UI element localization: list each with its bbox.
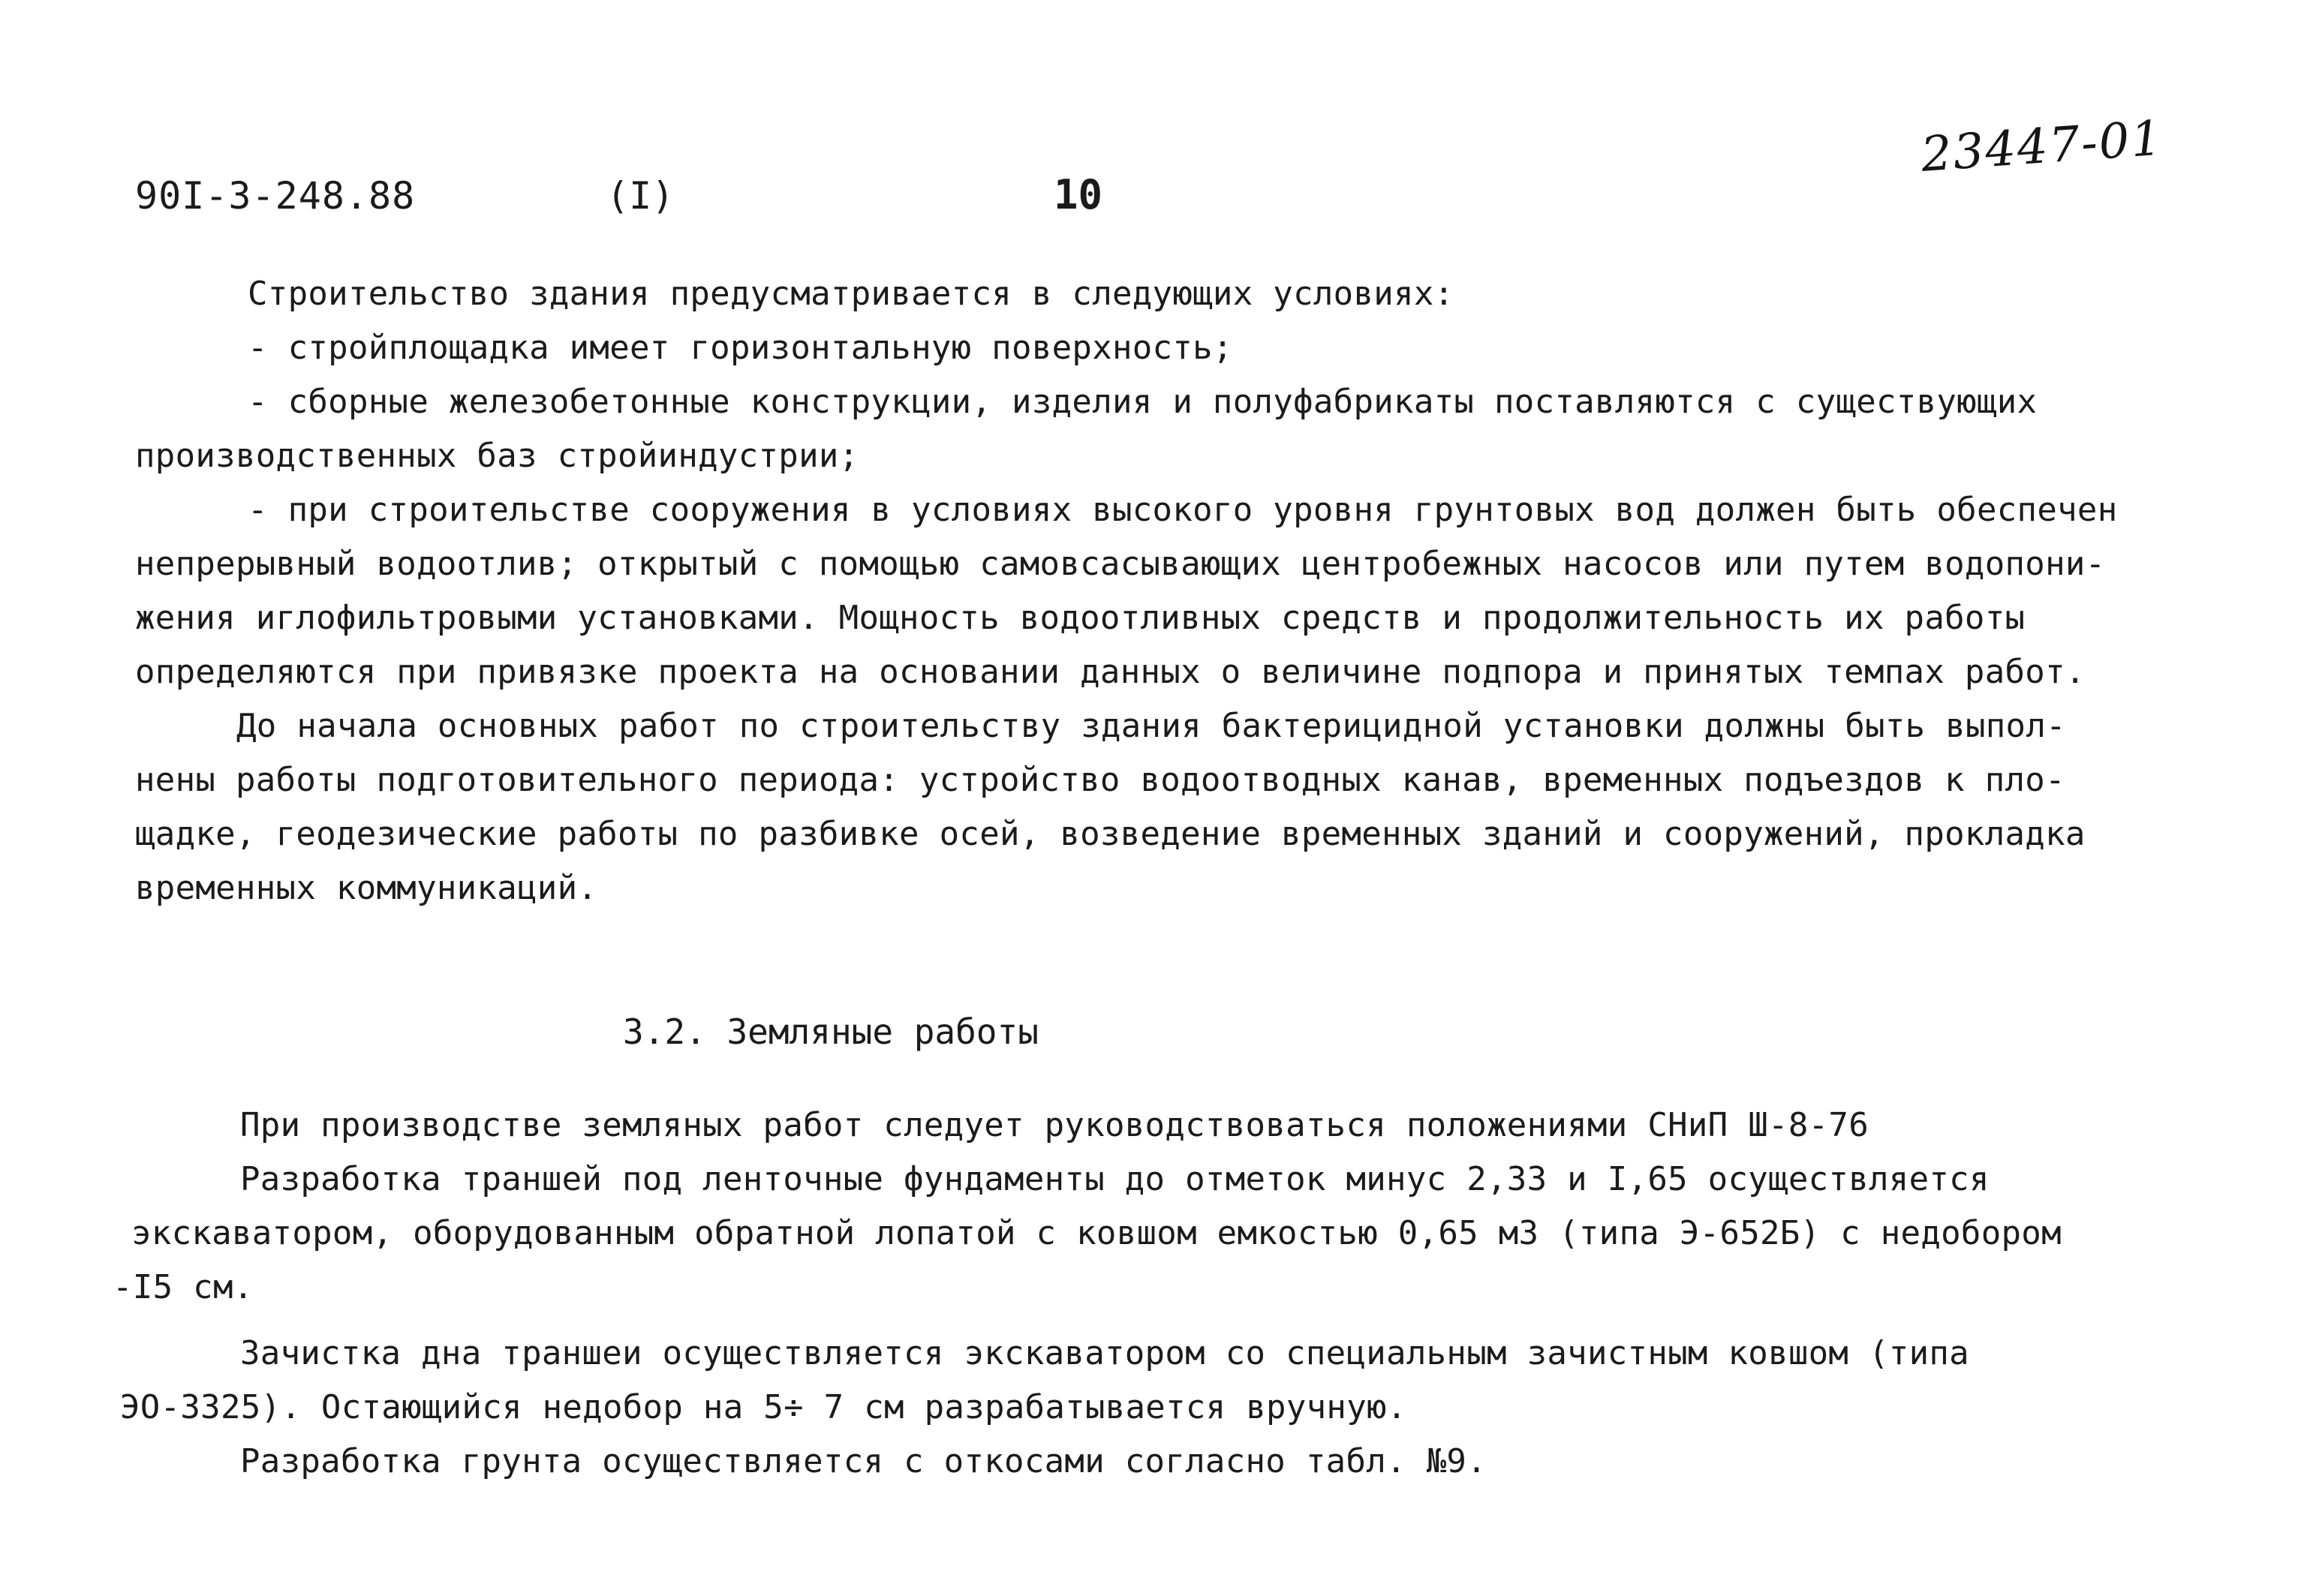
text-line: При производстве земляных работ следует руководствоваться положениями СНиП Ш-8-76 xyxy=(240,1106,1869,1144)
text-line: экскаватором, оборудованным обратной лопатой с ковшом емкостью 0,65 м3 (типа Э-652Б) с недобором xyxy=(131,1214,2062,1252)
text-line: Разработка траншей под ленточные фундаменты до отметок минус 2,33 и I,65 осуществляется xyxy=(240,1160,1990,1198)
text-line: Разработка грунта осуществляется с откосами согласно табл. №9. xyxy=(240,1442,1487,1480)
document-part: (I) xyxy=(606,174,675,218)
document-code: 90I-3-248.88 xyxy=(135,174,416,218)
text-line: нены работы подготовительного периода: устройство водоотводных канав, временных подъездов к пло- xyxy=(135,761,2065,799)
text-line: производственных баз стройиндустрии; xyxy=(135,437,859,475)
text-line: временных коммуникаций. xyxy=(135,869,598,907)
text-line: - стройплощадка имеет горизонтальную поверхность; xyxy=(248,329,1233,367)
handwritten-reference: 23447-01 xyxy=(1919,110,2165,183)
text-line: жения иглофильтровыми установками. Мощность водоотливных средств и продолжительность их работы xyxy=(135,599,2026,637)
text-line: - сборные железобетонные конструкции, изделия и полуфабрикаты поставляются с существующих xyxy=(248,383,2038,421)
section-title: 3.2. Земляные работы xyxy=(623,1011,1039,1052)
text-line: Зачистка дна траншеи осуществляется экскаватором со специальным зачистным ковшом (типа xyxy=(240,1334,1969,1372)
text-line: щадке, геодезические работы по разбивке осей, возведение временных зданий и сооружений, прокладка xyxy=(135,815,2086,853)
text-line: определяются при привязке проекта на основании данных о величине подпора и принятых темпах работ. xyxy=(135,653,2086,691)
text-line: ЭО-3325). Остающийся недобор на 5÷ 7 см разрабатывается вручную. xyxy=(120,1388,1407,1426)
page-number: 10 xyxy=(1054,171,1103,218)
text-line: До начала основных работ по строительству здания бактерицидной установки должны быть выпол- xyxy=(236,707,2066,745)
text-line: Строительство здания предусматривается в следующих условиях: xyxy=(248,275,1454,313)
text-line: -I5 см. xyxy=(113,1268,254,1306)
text-line: - при строительстве сооружения в условиях высокого уровня грунтовых вод должен быть обеспечен xyxy=(248,491,2118,529)
text-line: непрерывный водоотлив; открытый с помощью самовсасывающих центробежных насосов или путем водопони- xyxy=(135,545,2106,583)
